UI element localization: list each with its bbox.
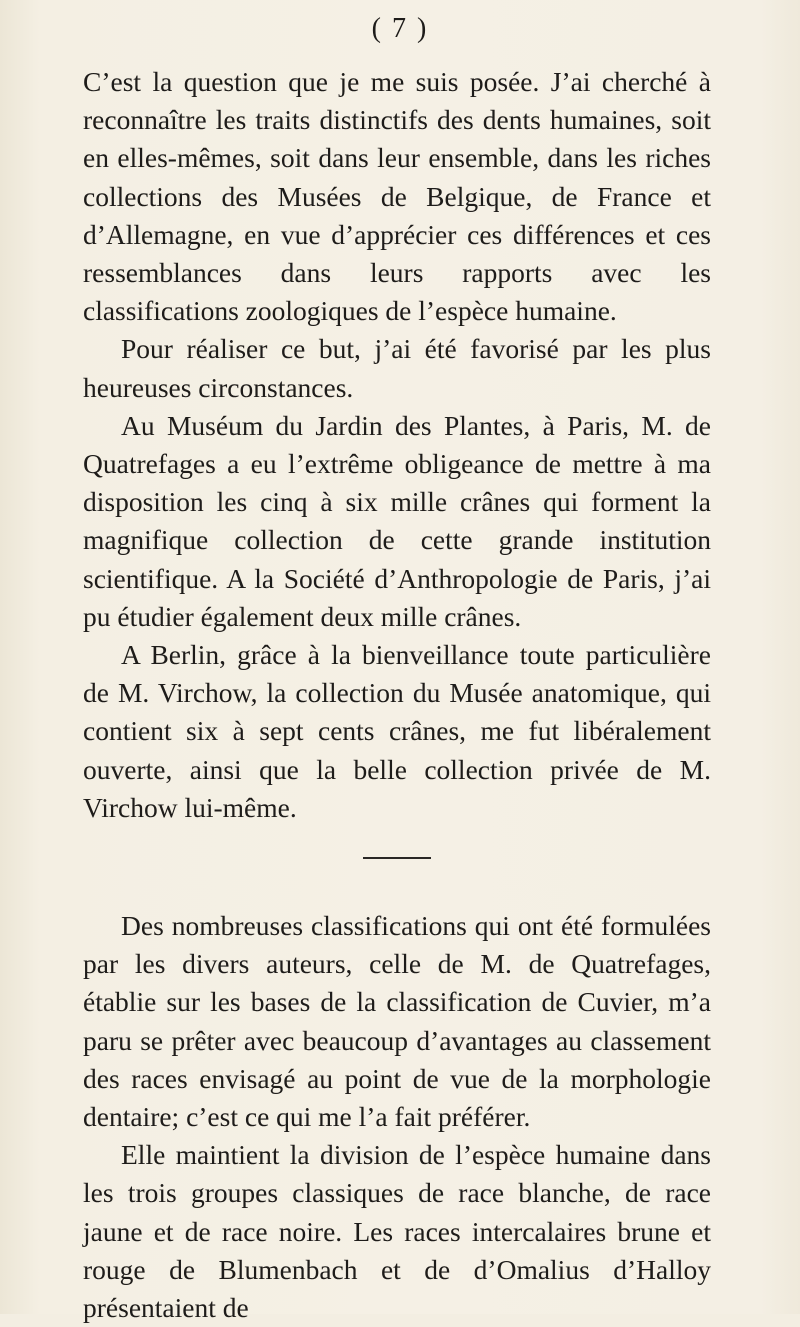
page-number: ( 7 ) bbox=[371, 13, 429, 44]
section-divider bbox=[363, 857, 431, 859]
paragraph-4: A Berlin, grâce à la bienveillance toute particulière de M. Virchow, la collection du Musée anatomique, qui contient six à sept cents crânes, me fut libéralement ouverte, ainsi que la belle collection privée de M. Virchow lui-même. bbox=[83, 639, 711, 823]
paragraph-5: Des nombreuses classifications qui ont été formulées par les divers auteurs, celle de M. de Quatrefages, établie sur les bases de la classification de Cuvier, m’a paru se prêter avec beaucoup d’avantages au classement des races envisagé au point de vue de la morphologie dentaire; c’est ce qui me l’a fait préférer. bbox=[83, 910, 711, 1133]
paragraph-1: C’est la question que je me suis posée. J’ai cherché à reconnaître les traits distinctifs des dents humaines, soit en elles-mêmes, soit dans leur ensemble, dans les riches collections des Musées de Belgique, de France et d’Allemagne, en vue d’apprécier ces différences et ces ressemblances dans leurs rapports avec les classifications zoologiques de l’espèce humaine. bbox=[83, 66, 711, 327]
paragraph-3: Au Muséum du Jardin des Plantes, à Paris, M. de Quatrefages a eu l’extrême obligeance de mettre à ma disposition les cinq à six mille crânes qui forment la magnifique collection de cette grande institution scientifique. A la Société d’Anthropologie de Paris, j’ai pu étudier également deux mille crânes. bbox=[83, 409, 711, 632]
paragraph-6: Elle maintient la division de l’espèce humaine dans les trois groupes classiques de race blanche, de race jaune et de race noire. Les races intercalaires brune et rouge de Blumenbach et de d’Omalius d’Halloy présentaient de bbox=[83, 1139, 711, 1324]
paragraph-2: Pour réaliser ce but, j’ai été favorisé par les plus heureuses circonstances. bbox=[83, 333, 711, 403]
body-text bbox=[83, 63, 711, 1327]
